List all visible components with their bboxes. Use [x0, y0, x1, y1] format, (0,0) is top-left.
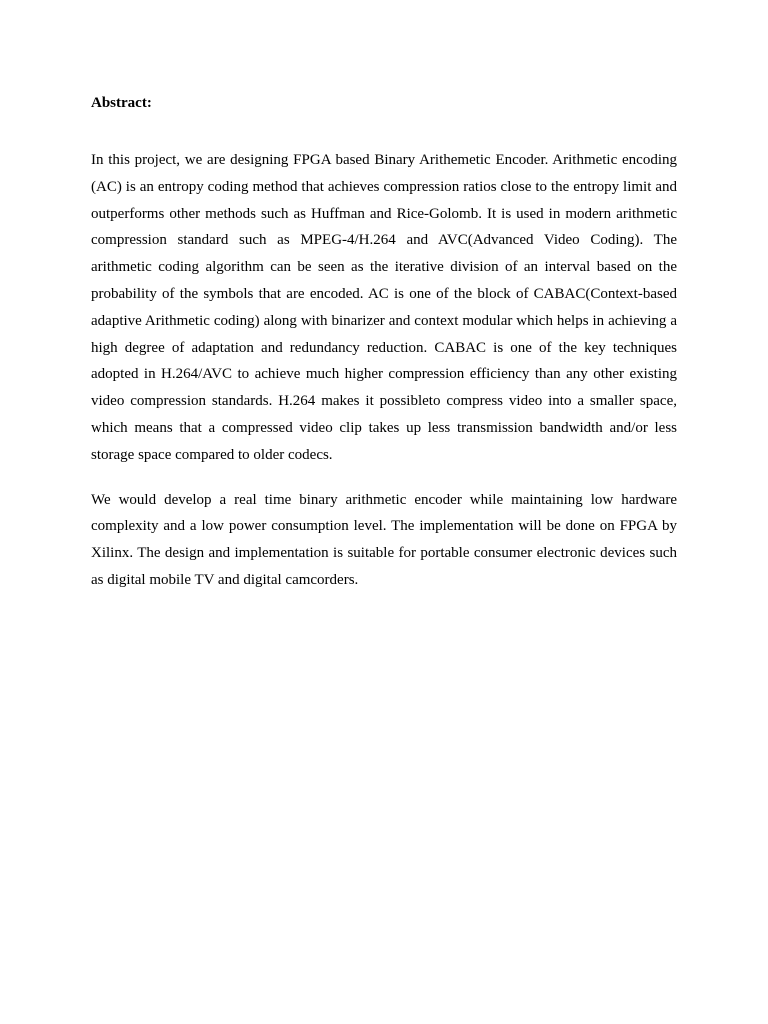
abstract-paragraph-1: In this project, we are designing FPGA based Binary Arithemetic Encoder. Arithmetic encoding (AC) is an entropy coding method that achieves compression ratios close to the entropy limit and outperforms other methods such as Huffman and Rice-Golomb. It is used in modern arithmetic compression standard such as MPEG-4/H.264 and AVC(Advanced Video Coding). The arithmetic coding algorithm can be seen as the iterative division of an interval based on the probability of the symbols that are encoded. AC is one of the block of CABAC(Context-based adaptive Arithmetic coding) along with binarizer and context modular which helps in achieving a high degree of adaptation and redundancy reduction. CABAC is one of the key techniques adopted in H.264/AVC to achieve much higher compression efficiency than any other existing video compression standards. H.264 makes it possibleto compress video into a smaller space, which means that a compressed video clip takes up less transmission bandwidth and/or less storage space compared to older codecs.	[91, 152, 677, 463]
abstract-heading: Abstract:	[91, 95, 152, 111]
abstract-paragraph-2: We would develop a real time binary arithmetic encoder while maintaining low hardware complexity and a low power consumption level. The implementation will be done on FPGA by Xilinx. The design and implementation is suitable for portable consumer electronic devices such as digital mobile TV and digital camcorders.	[91, 491, 677, 588]
document-body	[91, 93, 677, 612]
